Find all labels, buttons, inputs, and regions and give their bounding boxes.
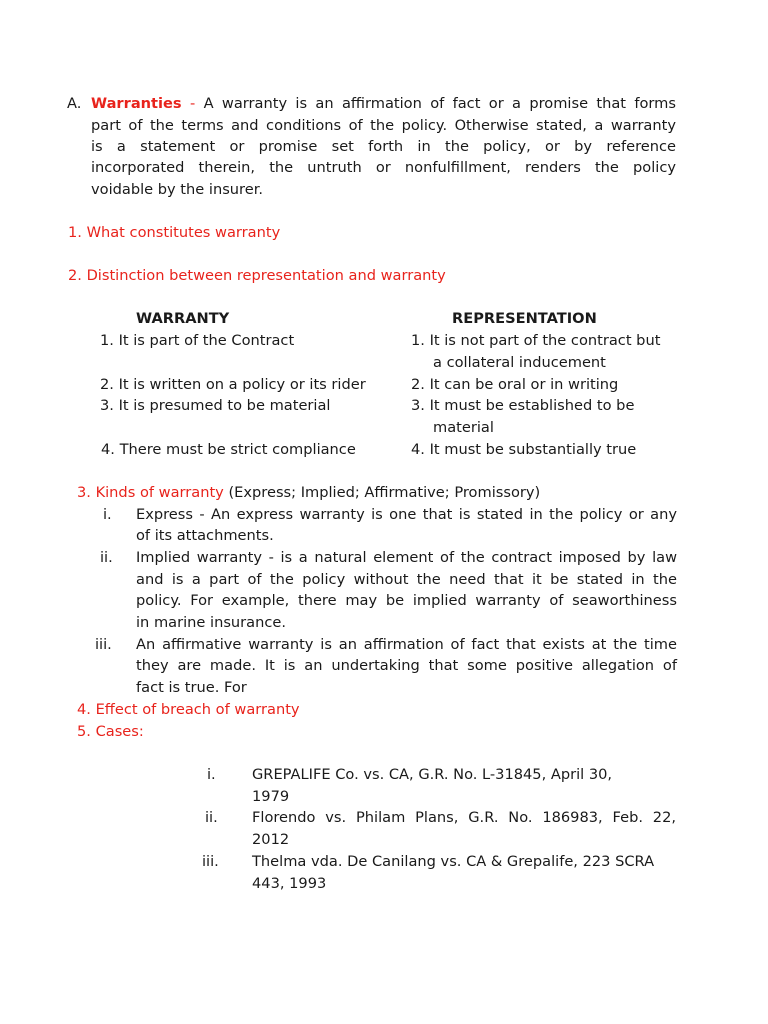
section-first-line — [91, 95, 676, 112]
table-head-warranty: WARRANTY — [136, 310, 230, 327]
item-4-heading: 4. Effect of breach of warranty — [77, 701, 300, 718]
representation-row-4: 4. It must be substantially true — [411, 441, 637, 458]
kind-affirmative-line-1: An affirmative warranty is an affirmation of fact that exists at the time — [136, 636, 677, 653]
kind-num-iii: iii. — [95, 636, 112, 653]
representation-row-1: 1. It is not part of the contract but — [411, 332, 661, 349]
kind-implied-line-4: in marine insurance. — [136, 614, 287, 631]
item-2-heading: 2. Distinction between representation and warranty — [68, 267, 446, 284]
case-3-line-2: 443, 1993 — [252, 875, 327, 892]
case-num-iii: iii. — [202, 853, 219, 870]
kind-implied-line-2: and is a part of the policy without the need that it be stated in the — [136, 571, 677, 588]
section-line-1: part of the terms and conditions of the policy. Otherwise stated, a warranty — [91, 117, 676, 134]
warranty-row-4: 4. There must be strict compliance — [101, 441, 356, 458]
section-line-0: A warranty is an affirmation of fact or a promise that forms — [203, 95, 676, 112]
item-1-heading: 1. What constitutes warranty — [68, 224, 281, 241]
representation-row-3: 3. It must be established to be — [411, 397, 635, 414]
section-line-4: voidable by the insurer. — [91, 181, 264, 198]
case-3-line-1: Thelma vda. De Canilang vs. CA & Grepalife, 223 SCRA — [252, 853, 655, 870]
case-num-i: i. — [207, 766, 216, 783]
item-3-heading — [77, 484, 540, 501]
kind-express-line-2: of its attachments. — [136, 527, 274, 544]
case-1-line-1: GREPALIFE Co. vs. CA, G.R. No. L-31845, April 30, — [252, 766, 613, 783]
representation-row-1-cont: a collateral inducement — [433, 354, 606, 371]
item-3-label: 3. Kinds of warranty — [77, 484, 224, 501]
kind-affirmative-line-3: fact is true. For — [136, 679, 247, 696]
representation-row-2: 2. It can be oral or in writing — [411, 376, 619, 393]
section-dash: - — [181, 95, 196, 112]
section-term: Warranties — [91, 95, 182, 112]
kind-num-i: i. — [103, 506, 112, 523]
kind-affirmative-line-2: they are made. It is an undertaking that some positive allegation of — [136, 657, 677, 674]
warranty-row-3: 3. It is presumed to be material — [100, 397, 331, 414]
kind-num-ii: ii. — [100, 549, 113, 566]
section-line-2: is a statement or promise set forth in the policy, or by reference — [91, 138, 676, 155]
kind-express-line-1: Express - An express warranty is one that is stated in the policy or any — [136, 506, 677, 523]
case-2-line-2: 2012 — [252, 831, 290, 848]
kind-implied-line-1: Implied warranty - is a natural element of the contract imposed by law — [136, 549, 677, 566]
item-5-heading: 5. Cases: — [77, 723, 144, 740]
section-marker: A. — [67, 95, 82, 112]
item-3-paren: (Express; Implied; Affirmative; Promissory) — [223, 484, 541, 501]
kind-implied-line-3: policy. For example, there may be implied warranty of seaworthiness — [136, 592, 677, 609]
table-head-representation: REPRESENTATION — [452, 310, 597, 327]
warranty-row-1: 1. It is part of the Contract — [100, 332, 295, 349]
case-2-line-1: Florendo vs. Philam Plans, G.R. No. 186983, Feb. 22, — [252, 809, 676, 826]
representation-row-3-cont: material — [433, 419, 494, 436]
section-line-3: incorporated therein, the untruth or nonfulfillment, renders the policy — [91, 159, 676, 176]
case-1-line-2: 1979 — [252, 788, 290, 805]
warranty-row-2: 2. It is written on a policy or its rider — [100, 376, 366, 393]
case-num-ii: ii. — [205, 809, 218, 826]
